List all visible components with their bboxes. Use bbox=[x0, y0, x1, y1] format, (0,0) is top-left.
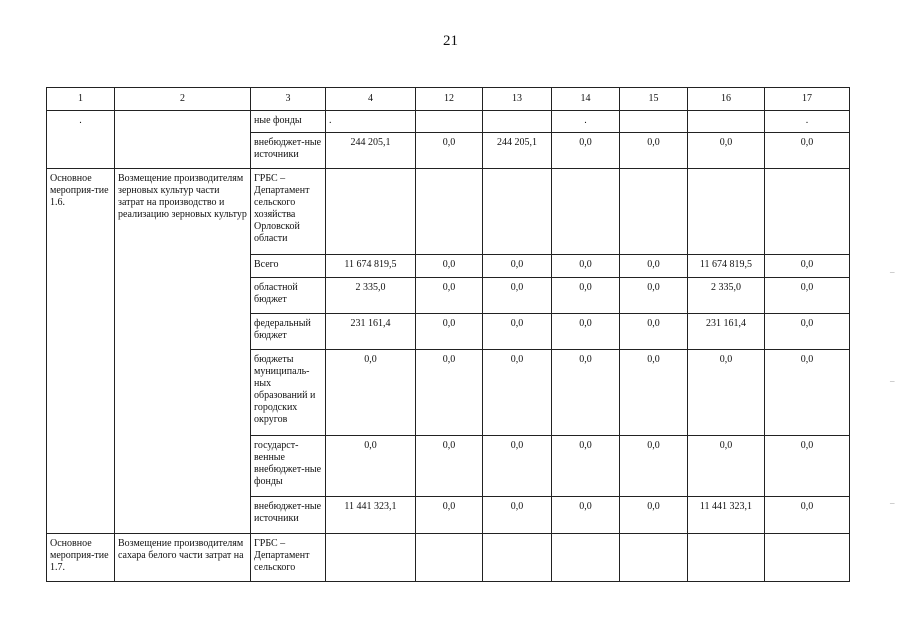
cell-empty bbox=[416, 169, 483, 255]
source-label: бюджеты муниципаль-ных образований и городских округов bbox=[251, 350, 326, 436]
grbs-label: ГРБС – Департамент сельского хозяйства Орловской области bbox=[251, 169, 326, 255]
value-cell: 0,0 bbox=[688, 350, 765, 436]
value-cell: 0,0 bbox=[552, 497, 620, 534]
value-cell: 0,0 bbox=[688, 436, 765, 497]
cell-empty bbox=[483, 169, 552, 255]
cell-empty bbox=[765, 169, 850, 255]
cell-empty bbox=[483, 534, 552, 582]
cell-empty bbox=[115, 111, 251, 169]
source-label: ные фонды bbox=[251, 111, 326, 133]
value-cell: 0,0 bbox=[620, 314, 688, 350]
header-row bbox=[47, 88, 850, 111]
value-cell: 0,0 bbox=[416, 350, 483, 436]
value-cell: 0,0 bbox=[765, 350, 850, 436]
value-cell: 0,0 bbox=[620, 133, 688, 169]
value-cell: 0,0 bbox=[483, 278, 552, 314]
source-label: внебюджет-ные источники bbox=[251, 133, 326, 169]
value-cell: 231 161,4 bbox=[688, 314, 765, 350]
value-cell: 0,0 bbox=[326, 350, 416, 436]
source-label: федеральный бюджет bbox=[251, 314, 326, 350]
col-header: 13 bbox=[483, 88, 552, 111]
value-cell: 0,0 bbox=[620, 278, 688, 314]
cell-empty bbox=[688, 111, 765, 133]
value-cell: 244 205,1 bbox=[326, 133, 416, 169]
value-cell: 0,0 bbox=[620, 497, 688, 534]
value-cell: 0,0 bbox=[688, 133, 765, 169]
edge-mark: – bbox=[890, 267, 895, 277]
value-cell: 0,0 bbox=[483, 436, 552, 497]
value-cell: 0,0 bbox=[620, 255, 688, 278]
col-header: 1 bbox=[47, 88, 115, 111]
value-cell: 0,0 bbox=[620, 436, 688, 497]
value-cell: 231 161,4 bbox=[326, 314, 416, 350]
value-cell: 0,0 bbox=[416, 497, 483, 534]
value-cell: 0,0 bbox=[416, 314, 483, 350]
value-cell: 0,0 bbox=[483, 350, 552, 436]
value-cell: 0,0 bbox=[416, 436, 483, 497]
table-row bbox=[47, 111, 850, 133]
table-row bbox=[47, 534, 850, 582]
value-cell: 0,0 bbox=[483, 314, 552, 350]
cell-dot: . bbox=[326, 111, 416, 133]
value-cell: 0,0 bbox=[765, 497, 850, 534]
edge-mark: – bbox=[890, 498, 895, 508]
measure-number: Основное мероприя-тие 1.6. bbox=[47, 169, 115, 534]
value-cell: 0,0 bbox=[552, 350, 620, 436]
budget-table bbox=[46, 87, 850, 582]
cell-empty bbox=[765, 534, 850, 582]
measure-number: Основное мероприя-тие 1.7. bbox=[47, 534, 115, 582]
cell-dot: . bbox=[47, 111, 115, 169]
col-header: 12 bbox=[416, 88, 483, 111]
cell-empty bbox=[688, 169, 765, 255]
col-header: 15 bbox=[620, 88, 688, 111]
value-cell: 11 441 323,1 bbox=[326, 497, 416, 534]
cell-dot: . bbox=[765, 111, 850, 133]
value-cell: 11 441 323,1 bbox=[688, 497, 765, 534]
value-cell: 0,0 bbox=[416, 133, 483, 169]
col-header: 16 bbox=[688, 88, 765, 111]
cell-empty bbox=[326, 169, 416, 255]
value-cell: 0,0 bbox=[765, 133, 850, 169]
source-label: Всего bbox=[251, 255, 326, 278]
value-cell: 2 335,0 bbox=[326, 278, 416, 314]
value-cell: 0,0 bbox=[483, 255, 552, 278]
cell-empty bbox=[416, 111, 483, 133]
value-cell: 0,0 bbox=[620, 350, 688, 436]
value-cell: 244 205,1 bbox=[483, 133, 552, 169]
cell-empty bbox=[620, 111, 688, 133]
source-label: областной бюджет bbox=[251, 278, 326, 314]
measure-title: Возмещение производителям зерновых культур части затрат на производство и реализацию зерновых культур bbox=[115, 169, 251, 534]
value-cell: 11 674 819,5 bbox=[326, 255, 416, 278]
value-cell: 0,0 bbox=[765, 255, 850, 278]
table-row bbox=[47, 169, 850, 255]
cell-empty bbox=[620, 169, 688, 255]
cell-dot: . bbox=[552, 111, 620, 133]
value-cell: 0,0 bbox=[552, 278, 620, 314]
page-number: 21 bbox=[443, 33, 458, 49]
edge-mark: – bbox=[890, 376, 895, 386]
value-cell: 0,0 bbox=[483, 497, 552, 534]
cell-empty bbox=[688, 534, 765, 582]
source-label: внебюджет-ные источники bbox=[251, 497, 326, 534]
value-cell: 0,0 bbox=[326, 436, 416, 497]
value-cell: 0,0 bbox=[416, 255, 483, 278]
col-header: 17 bbox=[765, 88, 850, 111]
value-cell: 0,0 bbox=[416, 278, 483, 314]
cell-empty bbox=[552, 169, 620, 255]
grbs-label: ГРБС – Департамент сельского bbox=[251, 534, 326, 582]
value-cell: 2 335,0 bbox=[688, 278, 765, 314]
source-label: государст-венные внебюджет-ные фонды bbox=[251, 436, 326, 497]
value-cell: 0,0 bbox=[765, 436, 850, 497]
measure-title: Возмещение производителям сахара белого части затрат на bbox=[115, 534, 251, 582]
value-cell: 0,0 bbox=[552, 255, 620, 278]
col-header: 14 bbox=[552, 88, 620, 111]
cell-empty bbox=[326, 534, 416, 582]
col-header: 3 bbox=[251, 88, 326, 111]
value-cell: 11 674 819,5 bbox=[688, 255, 765, 278]
value-cell: 0,0 bbox=[552, 314, 620, 350]
value-cell: 0,0 bbox=[765, 278, 850, 314]
value-cell: 0,0 bbox=[552, 436, 620, 497]
col-header: 4 bbox=[326, 88, 416, 111]
cell-empty bbox=[416, 534, 483, 582]
value-cell: 0,0 bbox=[552, 133, 620, 169]
col-header: 2 bbox=[115, 88, 251, 111]
cell-empty bbox=[620, 534, 688, 582]
cell-empty bbox=[552, 534, 620, 582]
value-cell: 0,0 bbox=[765, 314, 850, 350]
cell-empty bbox=[483, 111, 552, 133]
